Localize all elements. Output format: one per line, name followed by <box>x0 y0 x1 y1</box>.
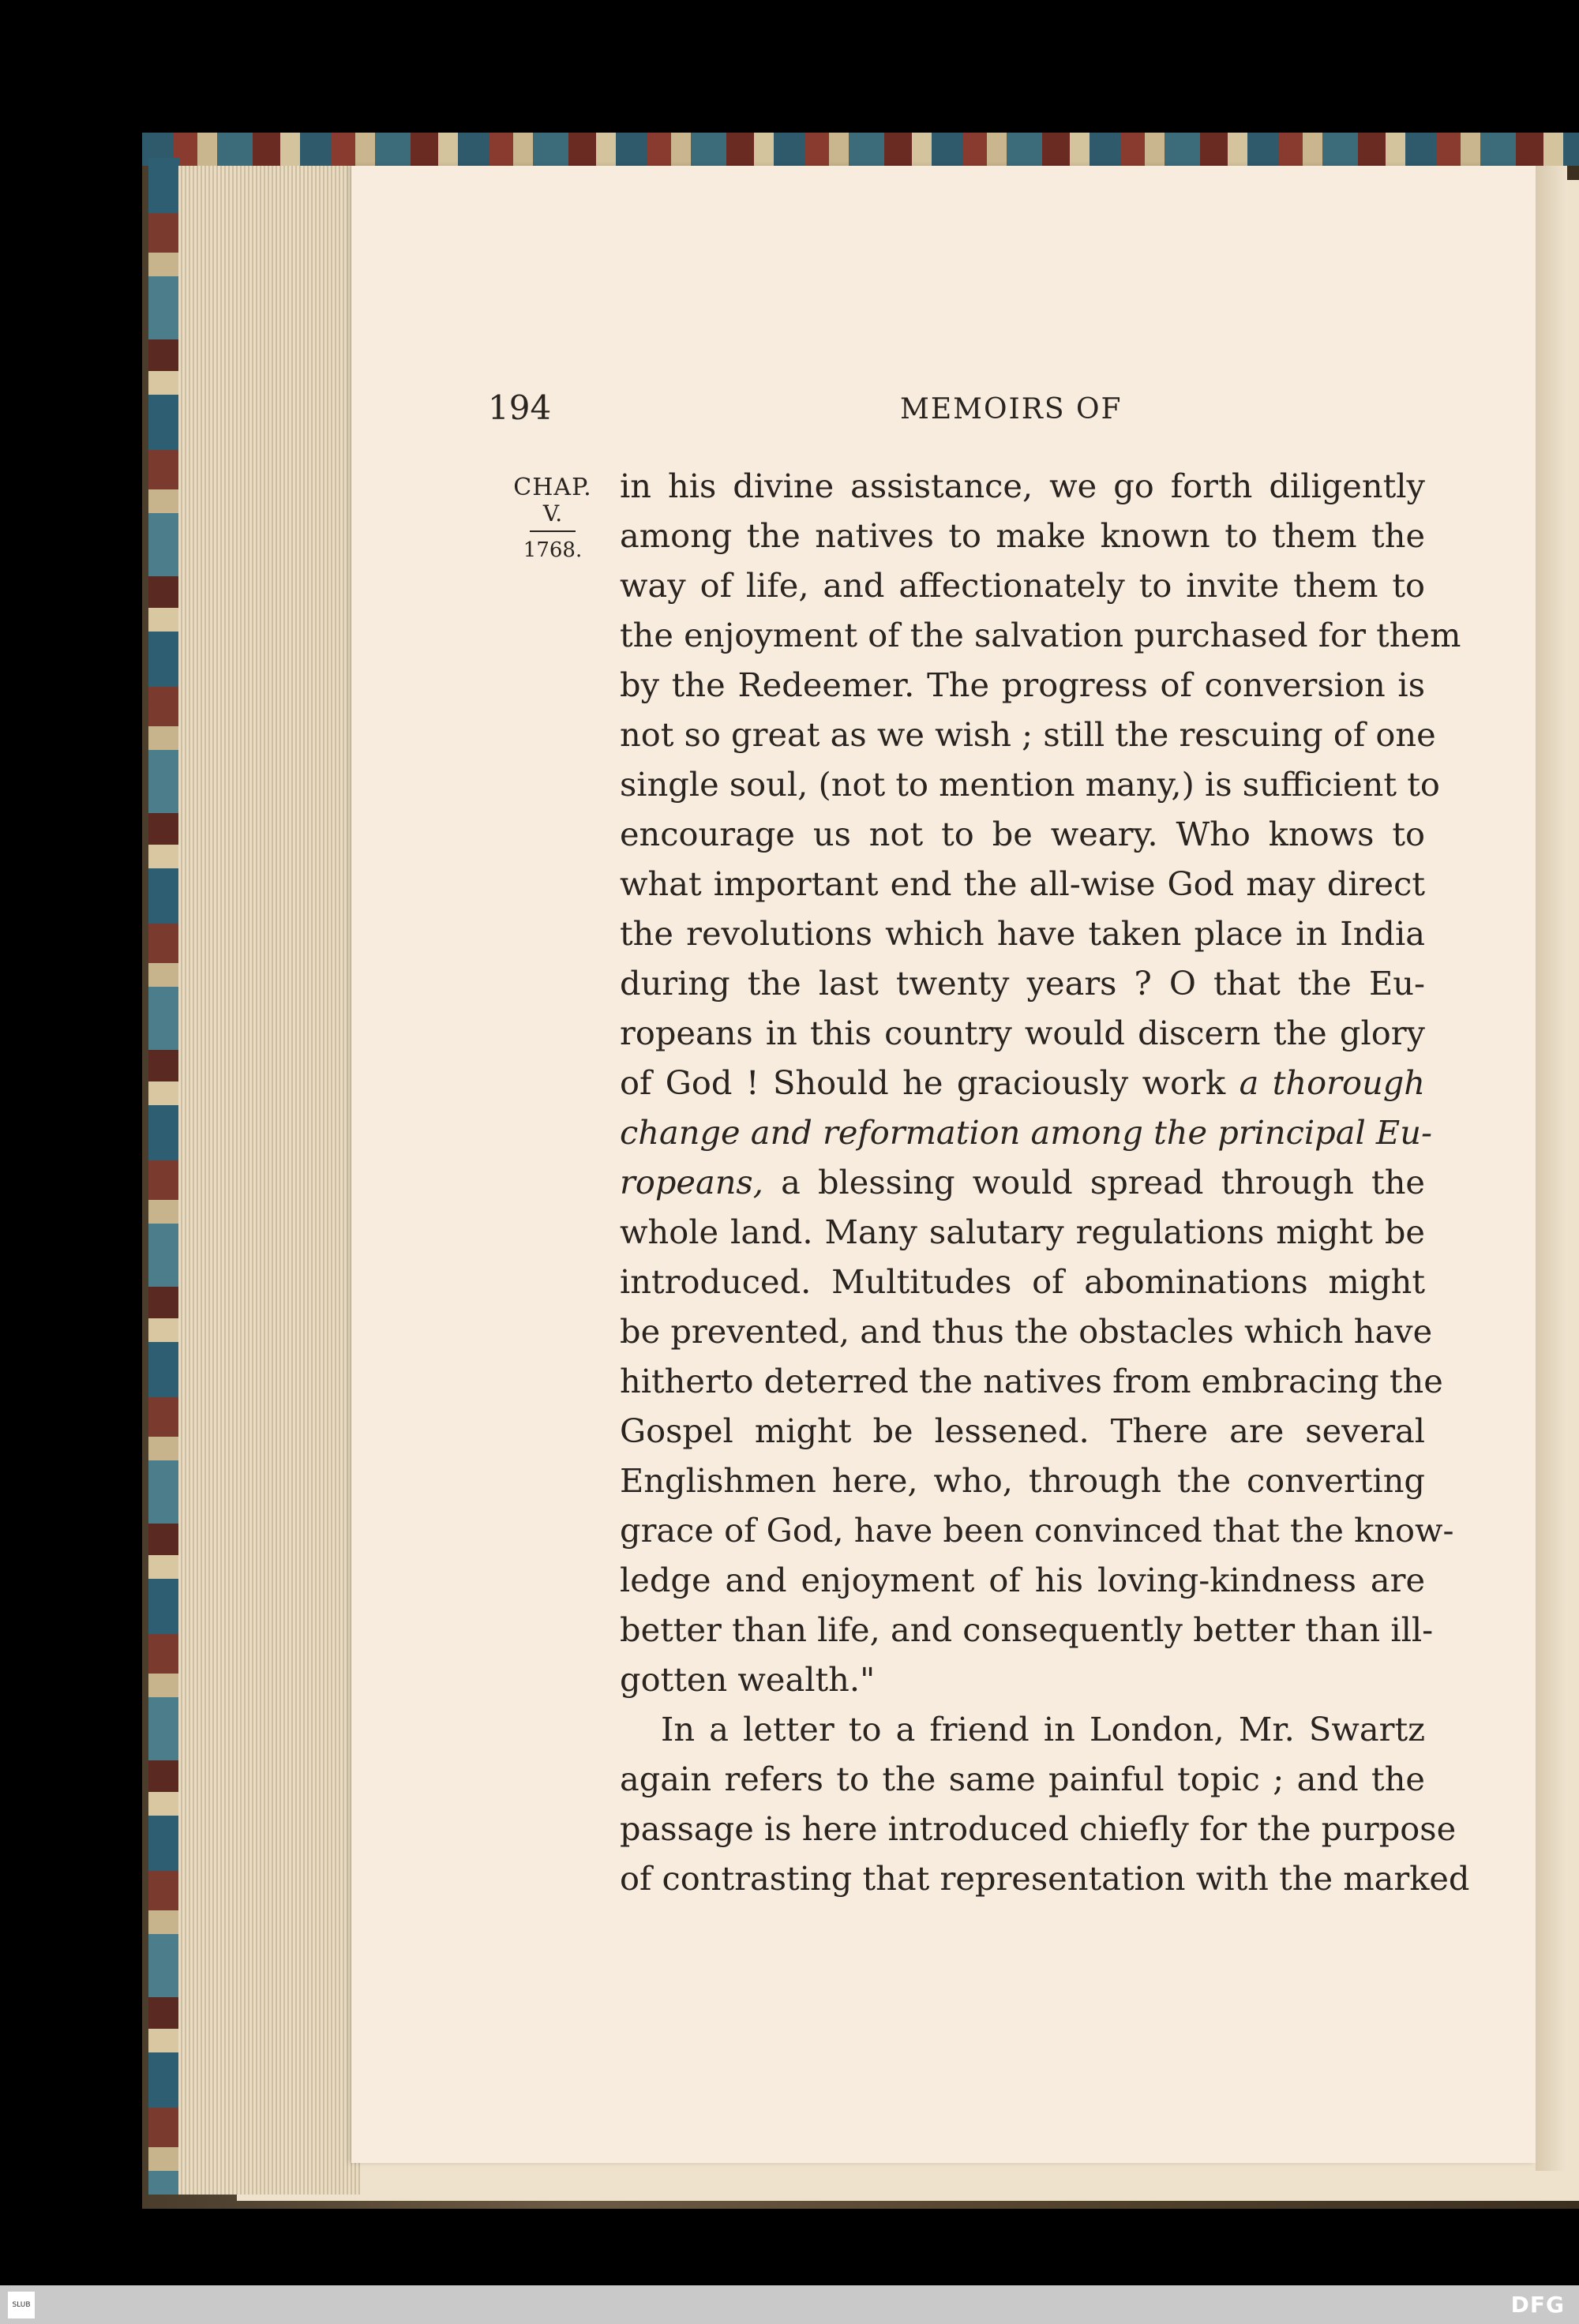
page-number: 194 <box>488 388 552 427</box>
italic-segment: ropeans, <box>620 1163 763 1201</box>
margin-chap-label: CHAP. <box>513 474 592 501</box>
text-line-italic <box>620 1108 1432 1157</box>
text-segment: a blessing would spread through the <box>781 1163 1425 1201</box>
text-line: during the last twenty years ? O that the Eu- <box>620 964 1425 1003</box>
text-line-mixed <box>620 1058 1425 1108</box>
italic-segment: a thorough <box>1239 1063 1425 1102</box>
text-line: In a letter to a friend in London, Mr. Swartz <box>661 1710 1425 1749</box>
text-line: introduced. Multitudes of abominations might <box>620 1262 1425 1301</box>
text-line: way of life, and affectionately to invite them to <box>620 566 1425 605</box>
text-line: in his divine assistance, we go forth diligently <box>620 467 1425 505</box>
margin-chapter-number: V. <box>542 500 563 527</box>
text-line: not so great as we wish ; still the rescuing of one <box>620 715 1436 754</box>
text-line: passage is here introduced chiefly for the purpose <box>620 1809 1457 1848</box>
text-segment: of God ! Should he graciously work <box>620 1063 1226 1102</box>
body-text <box>620 461 1470 1903</box>
text-line: of contrasting that representation with the marked <box>620 1859 1470 1898</box>
text-line: ropeans in this country would discern the glory <box>620 1014 1425 1052</box>
text-line: Englishmen here, who, through the converting <box>620 1461 1425 1500</box>
text-line: ledge and enjoyment of his loving-kindness are <box>620 1561 1425 1599</box>
italic-segment: change and reformation among the principal Eu- <box>620 1113 1432 1152</box>
text-line: Gospel might be lessened. There are several <box>620 1411 1425 1450</box>
marbled-spine-edge <box>148 158 180 2195</box>
text-line: be prevented, and thus the obstacles which have <box>620 1312 1433 1351</box>
margin-year: 1768. <box>523 538 583 562</box>
margin-rule <box>530 530 576 532</box>
text-line: again refers to the same painful topic ; and the <box>620 1760 1425 1798</box>
text-line: hitherto deterred the natives from embracing the <box>620 1362 1443 1400</box>
page-stack-edges <box>178 166 360 2195</box>
text-line: the revolutions which have taken place in India <box>620 914 1425 953</box>
running-title: MEMOIRS OF <box>900 393 1123 425</box>
text-line-mixed <box>620 1157 1425 1207</box>
text-line: whole land. Many salutary regulations might be <box>620 1213 1425 1251</box>
page-right-edge <box>1536 166 1567 2171</box>
dfg-logo: DFG <box>1510 2292 1565 2318</box>
text-line: better than life, and consequently better than ill- <box>620 1610 1434 1649</box>
margin-note <box>505 474 600 562</box>
text-line: by the Redeemer. The progress of conversion is <box>620 665 1425 704</box>
viewer-footer-bar <box>0 2285 1579 2324</box>
text-line: grace of God, have been convinced that the know- <box>620 1511 1454 1550</box>
text-line: single soul, (not to mention many,) is sufficient to <box>620 765 1440 804</box>
text-line: encourage us not to be weary. Who knows to <box>620 815 1425 853</box>
text-line: the enjoyment of the salvation purchased for them <box>620 616 1461 654</box>
marbled-cover-edge <box>142 133 1579 166</box>
text-line: gotten wealth." <box>620 1660 876 1699</box>
text-line: what important end the all-wise God may direct <box>620 864 1425 903</box>
library-logo: SLUB <box>8 2292 35 2318</box>
text-line: among the natives to make known to them the <box>620 516 1425 555</box>
